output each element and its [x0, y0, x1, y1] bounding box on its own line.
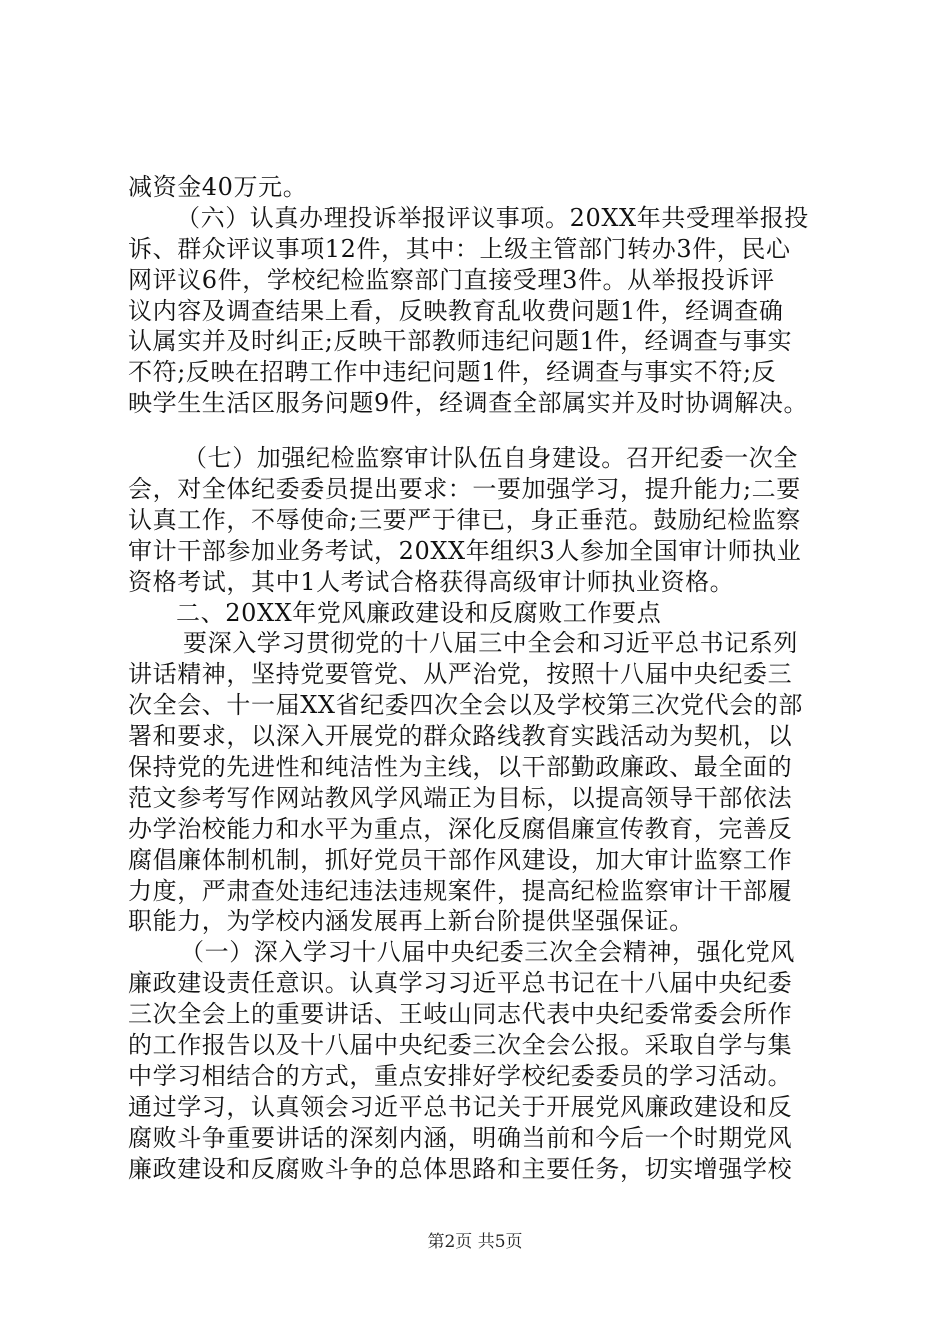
text-line: 通过学习，认真领会习近平总书记关于开展党风廉政建设和反 [128, 1092, 793, 1121]
section-1-paragraph [128, 937, 840, 1184]
text-line: 次全会、十一届XX省纪委四次全会以及学校第三次党代会的部 [128, 691, 803, 720]
page-number: 第2页 共5页 [427, 1232, 523, 1252]
text-line: 认真工作，不辱使命;三要严于律已，身正垂范。鼓励纪检监察 [128, 505, 801, 534]
text-line: 廉政建设和反腐败斗争的总体思路和主要任务，切实增强学校 [128, 1154, 793, 1183]
text-line: 署和要求，以深入开展党的群众路线教育实践活动为契机，以 [128, 722, 793, 751]
intro-paragraph [128, 628, 840, 937]
text-line: （一）深入学习十八届中央纪委三次全会精神，强化党风 [180, 938, 795, 967]
text-line: 不符;反映在招聘工作中违纪问题1件，经调查与事实不符;反 [128, 358, 777, 387]
section-7-paragraph [128, 443, 840, 597]
text-line: 诉、群众评议事项12件，其中：上级主管部门转办3件，民心 [128, 234, 791, 263]
text-line: 办学治校能力和水平为重点，深化反腐倡廉宣传教育，完善反 [128, 814, 793, 843]
text-line: 映学生生活区服务问题9件，经调查全部属实并及时协调解决。 [128, 389, 809, 418]
text-line: 议内容及调查结果上看，反映教育乱收费问题1件，经调查确 [128, 296, 784, 325]
text-line: 审计干部参加业务考试，20XX年组织3人参加全国审计师执业 [128, 536, 802, 565]
text-line: 保持党的先进性和纯洁性为主线，以干部勤政廉政、最全面的 [128, 753, 793, 782]
section-6-paragraph [128, 172, 840, 419]
text-line: 中学习相结合的方式，重点安排好学校纪委委员的学习活动。 [128, 1061, 793, 1090]
paragraph-gap [128, 419, 840, 443]
text-line: 会，对全体纪委委员提出要求：一要加强学习，提升能力;二要 [128, 475, 801, 504]
text-line: 三次全会上的重要讲话、王岐山同志代表中央纪委常委会所作 [128, 1000, 793, 1029]
section-heading: 二、20XX年党风廉政建设和反腐败工作要点 [176, 598, 662, 627]
text-line: 认属实并及时纠正;反映干部教师违纪问题1件，经调查与事实 [128, 327, 793, 356]
document-body [128, 172, 840, 1185]
text-line: 要深入学习贯彻党的十八届三中全会和习近平总书记系列 [183, 629, 798, 658]
text-line: 范文参考写作网站教风学风端正为目标，以提高领导干部依法 [128, 783, 793, 812]
text-line: 廉政建设责任意识。认真学习习近平总书记在十八届中央纪委 [128, 969, 793, 998]
text-line: 网评议6件，学校纪检监察部门直接受理3件。从举报投诉评 [128, 265, 775, 294]
text-line: 力度，严肃查处违纪违法违规案件，提高纪检监察审计干部履 [128, 876, 793, 905]
text-line: 职能力，为学校内涵发展再上新台阶提供坚强保证。 [128, 907, 694, 936]
text-line: 腐倡廉体制机制，抓好党员干部作风建设，加大审计监察工作 [128, 845, 793, 874]
text-line: 讲话精神，坚持党要管党、从严治党，按照十八届中央纪委三 [128, 660, 793, 689]
text-line: 减资金40万元。 [128, 173, 308, 201]
text-line: （七）加强纪检监察审计队伍自身建设。召开纪委一次全 [183, 444, 798, 473]
text-line: （六）认真办理投诉举报评议事项。20XX年共受理举报投 [176, 203, 809, 232]
text-line: 的工作报告以及十八届中央纪委三次全会公报。采取自学与集 [128, 1031, 793, 1060]
text-line: 资格考试，其中1人考试合格获得高级审计师执业资格。 [128, 567, 735, 596]
text-line: 腐败斗争重要讲话的深刻内涵，明确当前和今后一个时期党风 [128, 1123, 793, 1152]
